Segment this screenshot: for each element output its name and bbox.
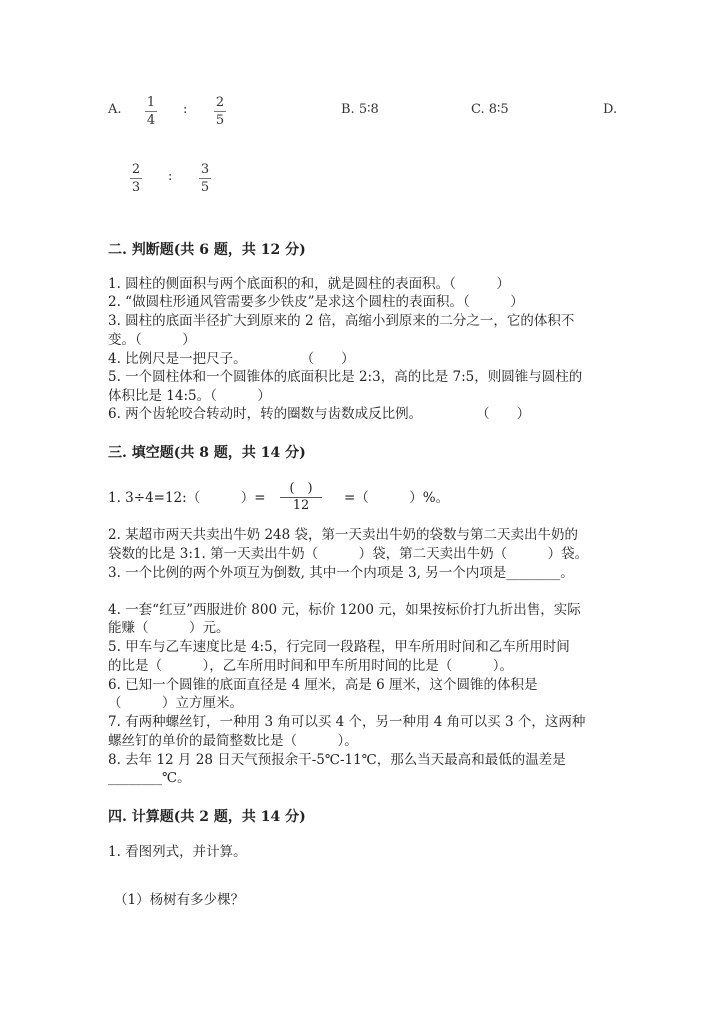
option-a-fraction-2 [214,95,226,128]
judge-item-3a: 3. 圆柱的底面半径扩大到原来的 2 倍，高缩小到原来的二分之一，它的体积不 [108,313,575,329]
fill-item-6a: 6. 已知一个圆锥的底面直径是 4 厘米，高是 6 厘米，这个圆锥的体积是 [108,677,538,693]
fraction-bar [214,111,226,112]
fill-item-7b: 螺丝钉的单价的最简整数比是（ ）。 [108,733,358,749]
option-b: B. 5∶8 [341,102,379,117]
option-d-fraction-1 [130,162,142,195]
calc-item-1: 1. 看图列式，并计算。 [108,844,247,860]
calc-item-1-sub-1: （1）杨树有多少棵？ [114,892,245,908]
option-c: C. 8∶5 [471,102,509,117]
fill-item-2b: 袋数的比是 3:1. 第一天卖出牛奶（ ）袋，第二天卖出牛奶（ ）袋。 [108,546,589,562]
denominator: 5 [215,113,225,128]
numerator: 2 [131,162,141,177]
judge-item-5a: 5. 一个圆柱体和一个圆锥体的底面积比是 2:3，高的比是 7:5，则圆锥与圆柱的 [108,369,583,385]
fill-item-8b: ________℃。 [108,770,191,786]
fill-item-5a: 5. 甲车与乙车速度比是 4:5，行完同一段路程，甲车所用时间和乙车所用时间 [108,639,570,655]
fill-item-4a: 4. 一套“红豆”西服进价 800 元，标价 1200 元，如果按标价打九折出售，实际 [108,602,581,618]
fraction-bar [130,178,142,179]
option-a-colon: : [183,102,188,117]
fill-item-7a: 7. 有两种螺丝钉，一种用 3 角可以买 4 个，另一种用 4 角可以买 3 个，这两种 [108,714,586,730]
judge-item-1: 1. 圆柱的侧面积与两个底面积的和，就是圆柱的表面积。（ ） [108,276,510,292]
fraction-bar [199,178,211,179]
option-a-fraction-1 [145,95,157,128]
numerator: 1 [146,95,156,110]
denominator: 4 [146,113,156,128]
denominator: 12 [292,498,310,513]
numerator: 2 [215,95,225,110]
fill-item-6b: （ ）立方厘米。 [108,695,243,711]
fraction-bar [145,111,157,112]
judge-item-2: 2. “做圆柱形通风管需要多少铁皮”是求这个圆柱的表面积。（ ） [108,294,524,310]
option-a-label: A. [108,102,122,117]
fill-item-4b: 能赚（ ）元。 [108,620,230,636]
option-d-label: D. [603,102,618,117]
fill-item-5b: 的比是（ ），乙车所用时间和甲车所用时间的比是（ ）。 [108,658,513,674]
numerator: 3 [200,162,210,177]
denominator: 3 [131,180,141,195]
fill-item-3: 3. 一个比例的两个外项互为倒数, 其中一个内项是 3, 另一个内项是________。 [108,565,574,581]
judge-item-3b: 变。（ ） [108,332,196,348]
section-3-heading: 三. 填空题(共 8 题，共 14 分) [108,445,306,461]
option-d-fraction-2 [199,162,211,195]
denominator: 5 [200,180,210,195]
section-2-heading: 二. 判断题(共 6 题，共 12 分) [108,242,306,258]
fill-item-1-fraction [280,482,322,513]
judge-item-5b: 体积比是 14:5。（ ） [108,388,271,404]
section-4-heading: 四. 计算题(共 2 题，共 14 分) [108,809,306,825]
fill-item-2a: 2. 某超市两天共卖出牛奶 248 袋，第一天卖出牛奶的袋数与第二天卖出牛奶的 [108,527,579,543]
fill-item-8a: 8. 去年 12 月 28 日天气预报余干-5℃-11℃，那么当天最高和最低的温差是 [108,752,566,768]
judge-item-6: 6. 两个齿轮咬合转动时，转的圈数与齿数成反比例。 （ ） [108,406,531,422]
judge-item-4: 4. 比例尺是一把尺子。 （ ） [108,351,355,367]
numerator: ( ) [289,481,313,496]
fill-item-1-part2: =（ ）%。 [344,490,450,506]
fill-item-1-part1: 1. 3÷4=12:（ ）= [108,490,266,506]
option-d-colon: : [168,169,173,184]
